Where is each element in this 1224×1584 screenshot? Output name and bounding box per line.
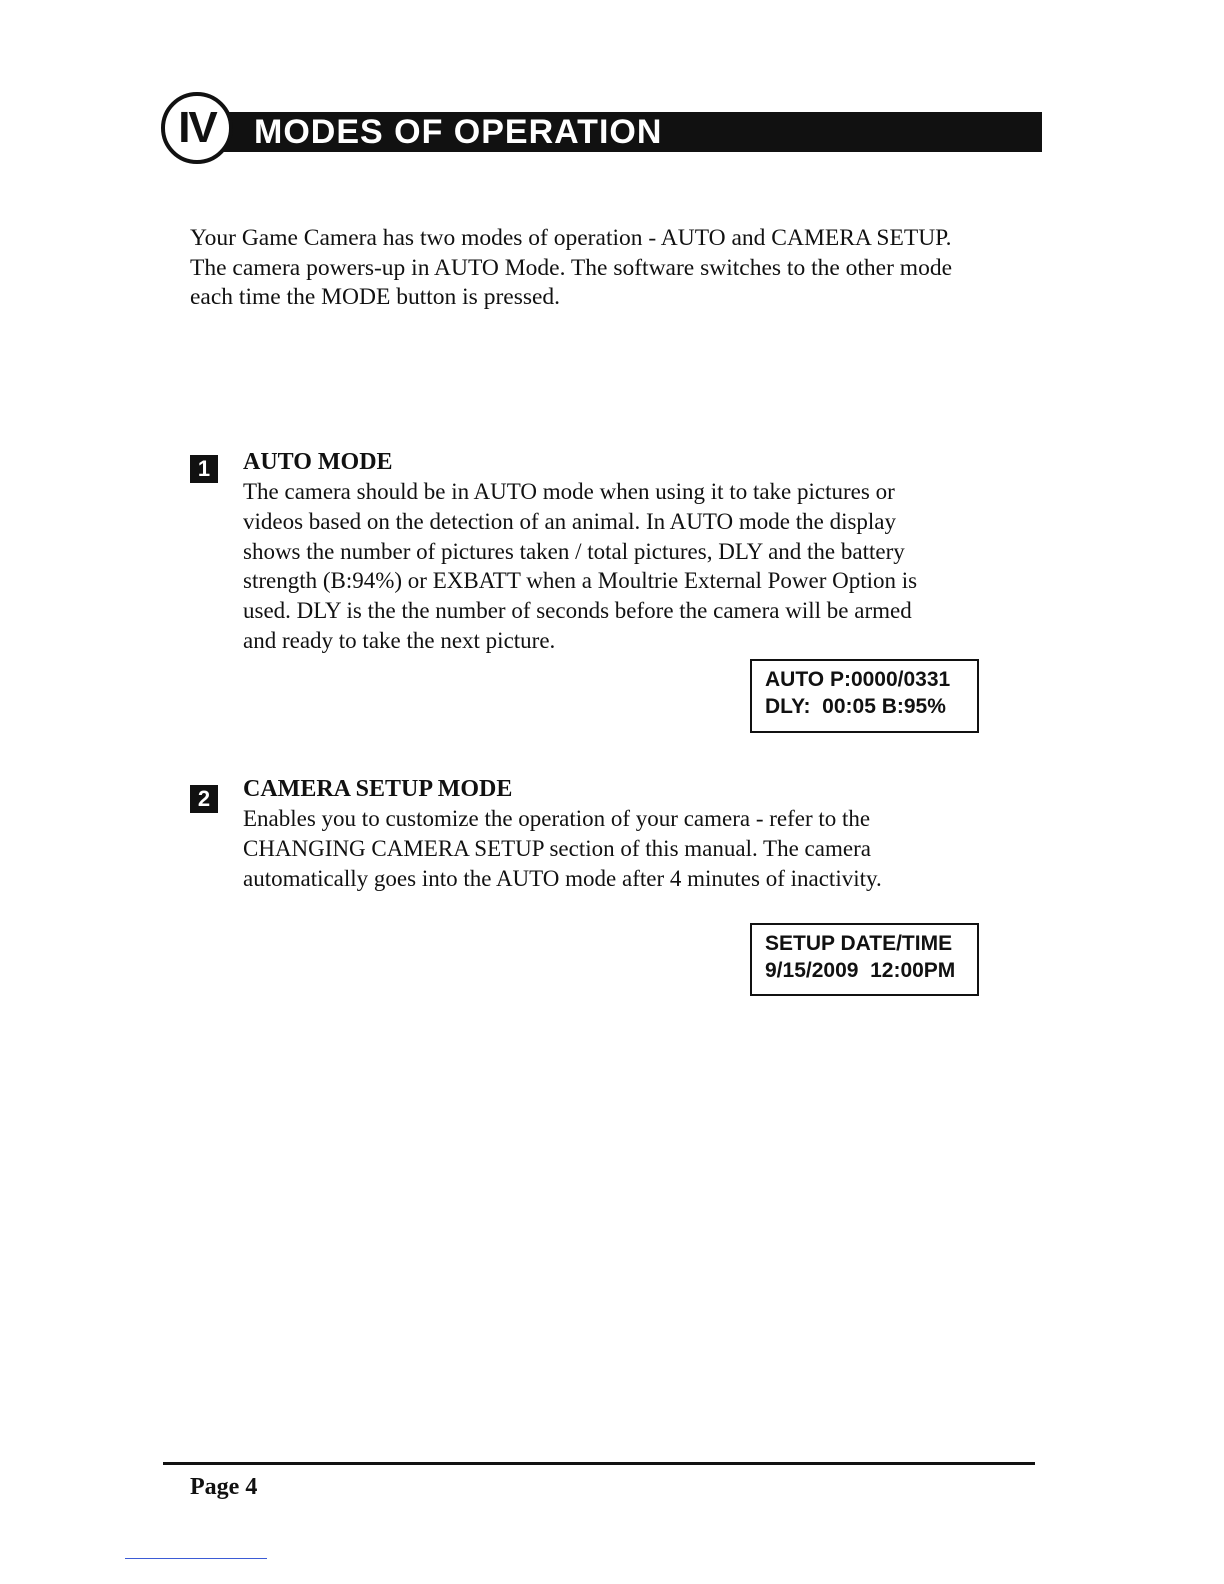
intro-line: each time the MODE button is pressed. [190,284,561,310]
display-line: AUTO P:0000/0331 [765,668,951,691]
auto-mode-line: The camera should be in AUTO mode when using it to take pictures or [243,479,895,504]
display-line: DLY: 00:05 B:95% [765,695,946,718]
section-numeral-badge: IV [161,92,233,164]
camera-setup-display [750,923,979,996]
display-line: 9/15/2009 12:00PM [765,959,956,982]
auto-mode-line: videos based on the detection of an animal. In AUTO mode the display [243,508,897,534]
auto-mode-line: used. DLY is the the number of seconds before the camera will be armed [243,598,912,624]
section-number-2-icon: 2 [190,785,218,813]
camera-setup-mode-section [243,774,1003,893]
auto-mode-display [750,659,979,733]
intro-line: The camera powers-up in AUTO Mode. The software switches to the other mode [190,254,953,281]
auto-mode-line: shows the number of pictures taken / total pictures, DLY and the battery [243,538,905,564]
auto-mode-section [243,447,1003,656]
intro-paragraph [190,224,1020,313]
link-underline [125,1558,267,1559]
camera-setup-mode-line: Enables you to customize the operation of your camera - refer to the [243,806,871,831]
section-number-1-icon: 1 [190,455,218,483]
display-line: SETUP DATE/TIME [765,932,953,955]
camera-setup-mode-line: automatically goes into the AUTO mode after 4 minutes of inactivity. [243,865,882,891]
camera-setup-mode-heading: CAMERA SETUP MODE [243,776,513,802]
auto-mode-line: strength (B:94%) or EXBATT when a Moultrie External Power Option is [243,568,918,594]
page-number: Page 4 [190,1474,258,1500]
auto-mode-line: and ready to take the next picture. [243,627,556,653]
auto-mode-heading: AUTO MODE [243,449,393,475]
intro-line: Your Game Camera has two modes of operation - AUTO and CAMERA SETUP. [190,225,952,251]
page-title: MODES OF OPERATION [254,113,663,151]
footer-divider [163,1462,1035,1465]
camera-setup-mode-line: CHANGING CAMERA SETUP section of this manual. The camera [243,835,871,861]
